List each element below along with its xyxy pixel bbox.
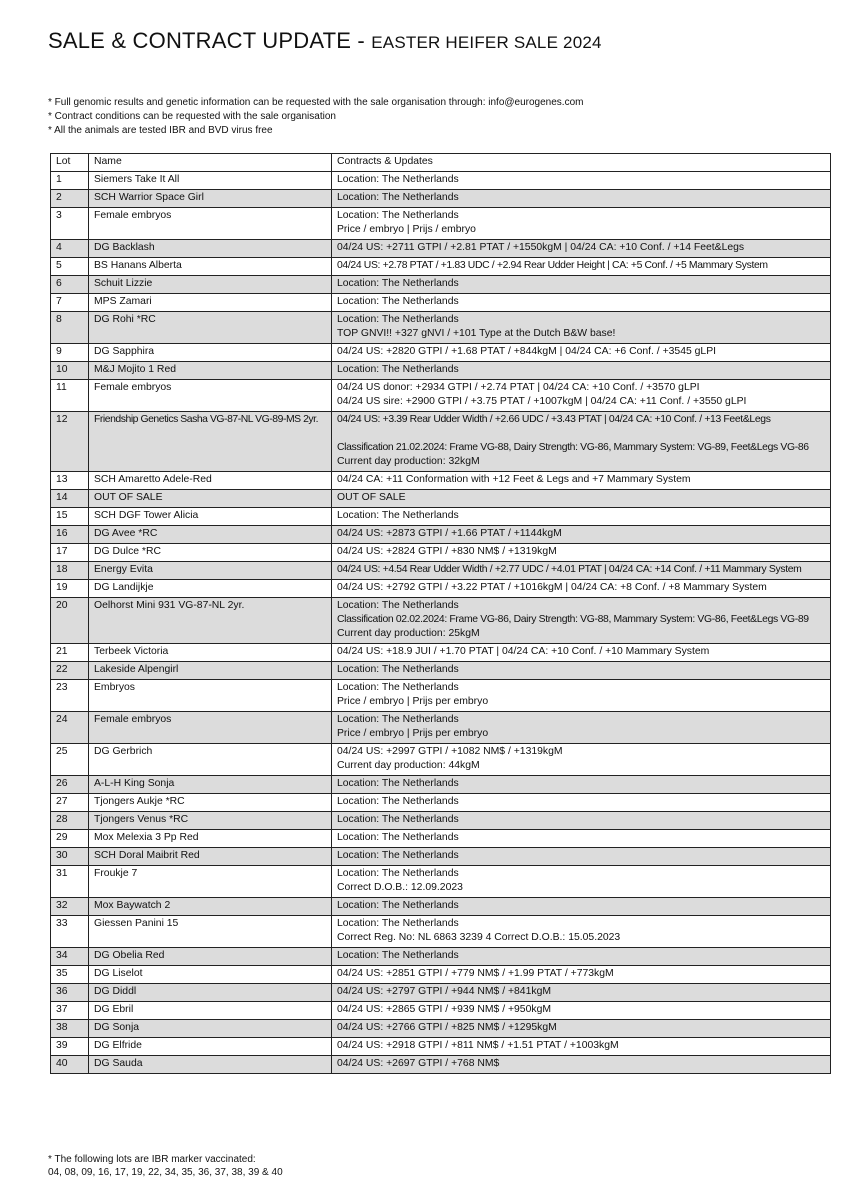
update-line: Price / embryo | Prijs / embryo xyxy=(337,224,476,235)
table-row xyxy=(51,580,831,598)
table-row xyxy=(51,830,831,848)
updates-cell xyxy=(332,866,831,898)
updates-cell xyxy=(332,776,831,794)
table-row xyxy=(51,258,831,276)
name-cell: DG Gerbrich xyxy=(89,744,332,776)
lot-cell: 38 xyxy=(51,1020,89,1038)
title-main: SALE & CONTRACT UPDATE xyxy=(48,28,352,53)
lot-cell: 17 xyxy=(51,544,89,562)
update-line: Location: The Netherlands xyxy=(337,210,459,221)
table-body xyxy=(51,172,831,1074)
updates-cell xyxy=(332,830,831,848)
update-line: Location: The Netherlands xyxy=(337,600,459,611)
table-row xyxy=(51,190,831,208)
table-row xyxy=(51,344,831,362)
update-line: Classification 02.02.2024: Frame VG-86, Dairy Strength: VG-88, Mammary System: VG-86, Feet&Legs VG-89 xyxy=(337,614,809,625)
name-cell: DG Obelia Red xyxy=(89,948,332,966)
update-line: 04/24 US: +2865 GTPI / +939 NM$ / +950kgM xyxy=(337,1004,551,1015)
table-row xyxy=(51,948,831,966)
lot-cell: 13 xyxy=(51,472,89,490)
update-line: 04/24 US donor: +2934 GTPI / +2.74 PTAT | 04/24 CA: +10 Conf. / +3570 gLPI xyxy=(337,382,700,393)
name-cell: DG Avee *RC xyxy=(89,526,332,544)
notes-block xyxy=(48,96,583,138)
name-cell: Female embryos xyxy=(89,380,332,412)
update-line: 04/24 US: +2711 GTPI / +2.81 PTAT / +1550kgM | 04/24 CA: +10 Conf. / +14 Feet&Legs xyxy=(337,242,745,253)
updates-cell xyxy=(332,412,831,472)
table-row xyxy=(51,472,831,490)
lot-cell: 4 xyxy=(51,240,89,258)
lot-cell: 32 xyxy=(51,898,89,916)
table-row xyxy=(51,490,831,508)
updates-cell xyxy=(332,508,831,526)
updates-cell xyxy=(332,276,831,294)
lot-cell: 36 xyxy=(51,984,89,1002)
lot-cell: 3 xyxy=(51,208,89,240)
updates-cell xyxy=(332,744,831,776)
update-line: Location: The Netherlands xyxy=(337,682,459,693)
table-row xyxy=(51,240,831,258)
table-row xyxy=(51,1056,831,1074)
name-cell: Oelhorst Mini 931 VG-87-NL 2yr. xyxy=(89,598,332,644)
lot-cell: 8 xyxy=(51,312,89,344)
update-line: Location: The Netherlands xyxy=(337,510,459,521)
table-row xyxy=(51,776,831,794)
table-row xyxy=(51,916,831,948)
update-line: Location: The Netherlands xyxy=(337,868,459,879)
update-line: Location: The Netherlands xyxy=(337,918,459,929)
update-line: 04/24 US: +2851 GTPI / +779 NM$ / +1.99 PTAT / +773kgM xyxy=(337,968,614,979)
name-cell: SCH Doral Maibrit Red xyxy=(89,848,332,866)
update-line: Location: The Netherlands xyxy=(337,900,459,911)
lot-cell: 35 xyxy=(51,966,89,984)
updates-cell xyxy=(332,490,831,508)
table-row xyxy=(51,412,831,472)
update-line: Location: The Netherlands xyxy=(337,832,459,843)
footer-note xyxy=(48,1153,283,1179)
name-cell: Tjongers Venus *RC xyxy=(89,812,332,830)
table-row xyxy=(51,866,831,898)
name-cell: Siemers Take It All xyxy=(89,172,332,190)
updates-cell xyxy=(332,190,831,208)
lot-cell: 20 xyxy=(51,598,89,644)
name-cell: Giessen Panini 15 xyxy=(89,916,332,948)
name-cell: DG Rohi *RC xyxy=(89,312,332,344)
title-subtitle: EASTER HEIFER SALE 2024 xyxy=(371,33,602,52)
updates-cell xyxy=(332,898,831,916)
lot-cell: 10 xyxy=(51,362,89,380)
note-tested: * All the animals are tested IBR and BVD virus free xyxy=(48,125,273,136)
title-separator: - xyxy=(351,28,372,53)
note-contract: * Contract conditions can be requested with the sale organisation xyxy=(48,111,336,122)
lot-cell: 28 xyxy=(51,812,89,830)
update-line: 04/24 US: +2797 GTPI / +944 NM$ / +841kgM xyxy=(337,986,551,997)
update-line: 04/24 US: +2766 GTPI / +825 NM$ / +1295kgM xyxy=(337,1022,557,1033)
lot-cell: 23 xyxy=(51,680,89,712)
updates-cell xyxy=(332,1056,831,1074)
lot-cell: 22 xyxy=(51,662,89,680)
name-cell: DG Sauda xyxy=(89,1056,332,1074)
table-row xyxy=(51,380,831,412)
update-line: Location: The Netherlands xyxy=(337,664,459,675)
table-row xyxy=(51,662,831,680)
table-row xyxy=(51,1038,831,1056)
table-row xyxy=(51,644,831,662)
update-line: 04/24 US: +2824 GTPI / +830 NM$ / +1319kgM xyxy=(337,546,557,557)
name-cell: Female embryos xyxy=(89,712,332,744)
table-row xyxy=(51,744,831,776)
updates-cell xyxy=(332,208,831,240)
name-cell: DG Dulce *RC xyxy=(89,544,332,562)
update-line: Current day production: 25kgM xyxy=(337,628,480,639)
table-row xyxy=(51,526,831,544)
updates-cell xyxy=(332,848,831,866)
name-cell: SCH Warrior Space Girl xyxy=(89,190,332,208)
update-line: Correct D.O.B.: 12.09.2023 xyxy=(337,882,463,893)
update-line: Classification 21.02.2024: Frame VG-88, Dairy Strength: VG-86, Mammary System: VG-89, Feet&Legs VG-86 xyxy=(337,442,809,453)
updates-cell xyxy=(332,712,831,744)
lot-cell: 29 xyxy=(51,830,89,848)
name-cell: Friendship Genetics Sasha VG-87-NL VG-89-MS 2yr. xyxy=(89,412,332,472)
update-line: Location: The Netherlands xyxy=(337,278,459,289)
header-updates: Contracts & Updates xyxy=(332,154,831,172)
update-line: 04/24 US: +2820 GTPI / +1.68 PTAT / +844kgM | 04/24 CA: +6 Conf. / +3545 gLPI xyxy=(337,346,717,357)
name-cell: Tjongers Aukje *RC xyxy=(89,794,332,812)
updates-cell xyxy=(332,380,831,412)
updates-cell xyxy=(332,1002,831,1020)
updates-cell xyxy=(332,472,831,490)
updates-cell xyxy=(332,240,831,258)
lot-cell: 14 xyxy=(51,490,89,508)
lot-cell: 27 xyxy=(51,794,89,812)
updates-cell xyxy=(332,680,831,712)
updates-cell xyxy=(332,662,831,680)
updates-cell xyxy=(332,1020,831,1038)
header-lot: Lot xyxy=(51,154,89,172)
name-cell: SCH Amaretto Adele-Red xyxy=(89,472,332,490)
sale-table xyxy=(50,153,831,1074)
update-line: OUT OF SALE xyxy=(337,492,406,503)
updates-cell xyxy=(332,172,831,190)
update-line: 04/24 US: +4.54 Rear Udder Width / +2.77 UDC / +4.01 PTAT | 04/24 CA: +14 Conf. / +11 Mammary System xyxy=(337,564,802,575)
name-cell: DG Elfride xyxy=(89,1038,332,1056)
table-row xyxy=(51,848,831,866)
name-cell: MPS Zamari xyxy=(89,294,332,312)
update-line: Current day production: 32kgM xyxy=(337,456,480,467)
lot-cell: 40 xyxy=(51,1056,89,1074)
lot-cell: 5 xyxy=(51,258,89,276)
lot-cell: 9 xyxy=(51,344,89,362)
lot-cell: 18 xyxy=(51,562,89,580)
table-row xyxy=(51,208,831,240)
name-cell: Schuit Lizzie xyxy=(89,276,332,294)
update-line: 04/24 US: +3.39 Rear Udder Width / +2.66 UDC / +3.43 PTAT | 04/24 CA: +10 Conf. / +13 Feet&Legs xyxy=(337,414,771,425)
footer-line-2: 04, 08, 09, 16, 17, 19, 22, 34, 35, 36, 37, 38, 39 & 40 xyxy=(48,1167,283,1178)
update-line: Location: The Netherlands xyxy=(337,296,459,307)
update-line: Correct Reg. No: NL 6863 3239 4 Correct D.O.B.: 15.05.2023 xyxy=(337,932,621,943)
lot-cell: 30 xyxy=(51,848,89,866)
page-title xyxy=(48,28,602,54)
name-cell: DG Diddl xyxy=(89,984,332,1002)
updates-cell xyxy=(332,580,831,598)
name-cell: Lakeside Alpengirl xyxy=(89,662,332,680)
update-line: Price / embryo | Prijs per embryo xyxy=(337,728,489,739)
table-row xyxy=(51,898,831,916)
update-line: Location: The Netherlands xyxy=(337,778,459,789)
update-line: 04/24 US sire: +2900 GTPI / +3.75 PTAT / +1007kgM | 04/24 CA: +11 Conf. / +3550 gLPI xyxy=(337,396,747,407)
lot-cell: 6 xyxy=(51,276,89,294)
lot-cell: 19 xyxy=(51,580,89,598)
lot-cell: 33 xyxy=(51,916,89,948)
update-line: 04/24 US: +2792 GTPI / +3.22 PTAT / +1016kgM | 04/24 CA: +8 Conf. / +8 Mammary System xyxy=(337,582,767,593)
update-line: Location: The Netherlands xyxy=(337,192,459,203)
lot-cell: 21 xyxy=(51,644,89,662)
updates-cell xyxy=(332,344,831,362)
name-cell: DG Liselot xyxy=(89,966,332,984)
updates-cell xyxy=(332,258,831,276)
table-row xyxy=(51,562,831,580)
header-name: Name xyxy=(89,154,332,172)
table-row xyxy=(51,544,831,562)
lot-cell: 16 xyxy=(51,526,89,544)
table-row xyxy=(51,966,831,984)
table-row xyxy=(51,794,831,812)
name-cell: A-L-H King Sonja xyxy=(89,776,332,794)
update-line: Location: The Netherlands xyxy=(337,364,459,375)
table-header-row xyxy=(51,154,831,172)
name-cell: Froukje 7 xyxy=(89,866,332,898)
table-row xyxy=(51,680,831,712)
lot-cell: 39 xyxy=(51,1038,89,1056)
lot-cell: 1 xyxy=(51,172,89,190)
table-row xyxy=(51,712,831,744)
name-cell: BS Hanans Alberta xyxy=(89,258,332,276)
lot-cell: 37 xyxy=(51,1002,89,1020)
lot-cell: 12 xyxy=(51,412,89,472)
name-cell: Terbeek Victoria xyxy=(89,644,332,662)
updates-cell xyxy=(332,294,831,312)
update-line: 04/24 US: +18.9 JUI / +1.70 PTAT | 04/24 CA: +10 Conf. / +10 Mammary System xyxy=(337,646,710,657)
table-row xyxy=(51,362,831,380)
table-row xyxy=(51,508,831,526)
name-cell: DG Landijkje xyxy=(89,580,332,598)
name-cell: OUT OF SALE xyxy=(89,490,332,508)
updates-cell xyxy=(332,312,831,344)
table-row xyxy=(51,1020,831,1038)
updates-cell xyxy=(332,644,831,662)
updates-cell xyxy=(332,544,831,562)
update-line: Location: The Netherlands xyxy=(337,714,459,725)
table-row xyxy=(51,984,831,1002)
update-line: Location: The Netherlands xyxy=(337,174,459,185)
lot-cell: 26 xyxy=(51,776,89,794)
table-row xyxy=(51,598,831,644)
footer-line-1: * The following lots are IBR marker vaccinated: xyxy=(48,1154,256,1165)
table-row xyxy=(51,812,831,830)
table-row xyxy=(51,312,831,344)
name-cell: Energy Evita xyxy=(89,562,332,580)
updates-cell xyxy=(332,948,831,966)
update-line: 04/24 US: +2918 GTPI / +811 NM$ / +1.51 PTAT / +1003kgM xyxy=(337,1040,619,1051)
updates-cell xyxy=(332,984,831,1002)
name-cell: Embryos xyxy=(89,680,332,712)
updates-cell xyxy=(332,1038,831,1056)
update-line: 04/24 US: +2997 GTPI / +1082 NM$ / +1319kgM xyxy=(337,746,563,757)
update-line: 04/24 US: +2.78 PTAT / +1.83 UDC / +2.94 Rear Udder Height | CA: +5 Conf. / +5 Mammary System xyxy=(337,260,768,271)
note-genomic: * Full genomic results and genetic information can be requested with the sale organisation through: info@eurogenes.com xyxy=(48,97,584,108)
updates-cell xyxy=(332,526,831,544)
lot-cell: 34 xyxy=(51,948,89,966)
update-line: Current day production: 44kgM xyxy=(337,760,480,771)
lot-cell: 7 xyxy=(51,294,89,312)
update-line: Location: The Netherlands xyxy=(337,796,459,807)
lot-cell: 24 xyxy=(51,712,89,744)
lot-cell: 11 xyxy=(51,380,89,412)
table-row xyxy=(51,1002,831,1020)
name-cell: Female embryos xyxy=(89,208,332,240)
update-line: Location: The Netherlands xyxy=(337,850,459,861)
name-cell: DG Sonja xyxy=(89,1020,332,1038)
lot-cell: 2 xyxy=(51,190,89,208)
updates-cell xyxy=(332,794,831,812)
update-line: Price / embryo | Prijs per embryo xyxy=(337,696,489,707)
updates-cell xyxy=(332,812,831,830)
update-line: Location: The Netherlands xyxy=(337,314,459,325)
updates-cell xyxy=(332,362,831,380)
table-row xyxy=(51,294,831,312)
updates-cell xyxy=(332,598,831,644)
update-line: 04/24 US: +2697 GTPI / +768 NM$ xyxy=(337,1058,500,1069)
name-cell: DG Ebril xyxy=(89,1002,332,1020)
table-row xyxy=(51,172,831,190)
updates-cell xyxy=(332,916,831,948)
name-cell: SCH DGF Tower Alicia xyxy=(89,508,332,526)
name-cell: DG Backlash xyxy=(89,240,332,258)
update-line: 04/24 US: +2873 GTPI / +1.66 PTAT / +1144kgM xyxy=(337,528,562,539)
updates-cell xyxy=(332,562,831,580)
update-line: 04/24 CA: +11 Conformation with +12 Feet & Legs and +7 Mammary System xyxy=(337,474,691,485)
lot-cell: 25 xyxy=(51,744,89,776)
name-cell: Mox Baywatch 2 xyxy=(89,898,332,916)
name-cell: Mox Melexia 3 Pp Red xyxy=(89,830,332,848)
updates-cell xyxy=(332,966,831,984)
name-cell: M&J Mojito 1 Red xyxy=(89,362,332,380)
update-line: TOP GNVI!! +327 gNVI / +101 Type at the Dutch B&W base! xyxy=(337,328,616,339)
update-line: Location: The Netherlands xyxy=(337,814,459,825)
table-row xyxy=(51,276,831,294)
lot-cell: 15 xyxy=(51,508,89,526)
name-cell: DG Sapphira xyxy=(89,344,332,362)
update-line: Location: The Netherlands xyxy=(337,950,459,961)
lot-cell: 31 xyxy=(51,866,89,898)
